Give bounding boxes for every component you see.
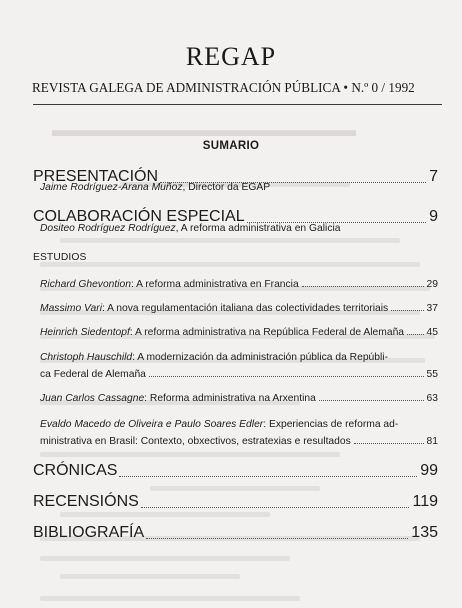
- journal-subtitle: REVISTA GALEGA DE ADMINISTRACIÓN PÚBLICA • N.º 0 / 1992: [32, 80, 415, 95]
- article-title: : A reforma administrativa na República Federal de Alemaña: [129, 327, 405, 338]
- toc-entry-siedentopf[interactable]: [40, 324, 438, 338]
- journal-title: REGAP: [185, 42, 277, 71]
- section-label: COLABORACIÓN ESPECIAL: [33, 208, 245, 225]
- leader-dots: [391, 310, 423, 311]
- leader-dots: [149, 376, 424, 377]
- toc-entry-ghevontion[interactable]: [40, 276, 438, 290]
- article-title: : A reforma administrativa en Francia: [131, 279, 299, 290]
- author-name: Dositeo Rodríguez Rodríguez: [40, 223, 176, 234]
- page-number: 9: [429, 208, 438, 225]
- leader-dots: [407, 334, 423, 335]
- header-rule: [33, 104, 442, 105]
- author-name: Jaime Rodríguez-Arana Muñoz: [40, 182, 183, 193]
- section-bibliografia[interactable]: [33, 524, 438, 542]
- page-show-through: ▬▬▬▬▬▬▬▬▬▬▬▬▬▬▬▬: [0, 0, 462, 608]
- article-title-line2: ministrativa en Brasil: Contexto, obxectivos, estratexias e resultados: [40, 436, 351, 447]
- toc-entry-cassagne[interactable]: [40, 390, 438, 404]
- leader-dots: [119, 476, 417, 477]
- page-number: 7: [429, 168, 438, 185]
- section-cronicas[interactable]: [33, 462, 438, 480]
- colaboracion-author-line: [40, 223, 438, 234]
- presentacion-author-line: [40, 182, 438, 193]
- page-number: 99: [420, 462, 438, 479]
- page-number: 37: [426, 303, 438, 314]
- author-role: , Director da EGAP: [182, 182, 271, 193]
- toc-entry-hauschild[interactable]: [40, 349, 438, 380]
- page-number: 29: [426, 279, 438, 290]
- leader-dots: [354, 443, 424, 444]
- contents-heading: SUMARIO: [202, 140, 260, 152]
- leader-dots: [141, 507, 410, 508]
- section-estudios: ESTUDIOS: [33, 252, 87, 263]
- page-number: 55: [426, 369, 438, 380]
- section-label: RECENSIÓNS: [33, 493, 139, 510]
- article-title: : A nova regulamentación italiana das colectividades territoriais: [101, 303, 389, 314]
- author-name: Evaldo Macedo de Oliveira e Paulo Soares Edler: [40, 419, 264, 430]
- article-title-line1: : A modernización da administración pública da Repúbli-: [132, 352, 389, 363]
- author-name: Christoph Hauschild: [40, 352, 133, 363]
- section-label: CRÓNICAS: [33, 462, 118, 479]
- page-number: 63: [426, 393, 438, 404]
- leader-dots: [319, 400, 424, 401]
- article-title-line2: ca Federal de Alemaña: [40, 369, 146, 380]
- page-number: 81: [426, 436, 438, 447]
- author-name: Juan Carlos Cassagne: [40, 393, 145, 404]
- page-number: 45: [426, 327, 438, 338]
- section-label: PRESENTACIÓN: [33, 168, 159, 185]
- page-number: 119: [412, 493, 438, 510]
- toc-entry-vari[interactable]: [40, 300, 438, 314]
- leader-dots: [146, 538, 408, 539]
- author-name: Massimo Vari: [40, 303, 102, 314]
- page-number: 135: [411, 524, 438, 541]
- author-name: Heinrich Siedentopf: [40, 327, 130, 338]
- leader-dots: [302, 286, 424, 287]
- section-recensions[interactable]: [33, 493, 438, 511]
- section-label: BIBLIOGRAFÍA: [33, 524, 145, 541]
- article-title: , A reforma administrativa en Galicia: [175, 223, 341, 234]
- article-title: : Reforma administrativa na Arxentina: [144, 393, 316, 404]
- article-title-line1: : Experiencias de reforma ad-: [263, 419, 399, 430]
- author-name: Richard Ghevontion: [40, 279, 132, 290]
- toc-entry-oliveira-edler[interactable]: [40, 416, 438, 447]
